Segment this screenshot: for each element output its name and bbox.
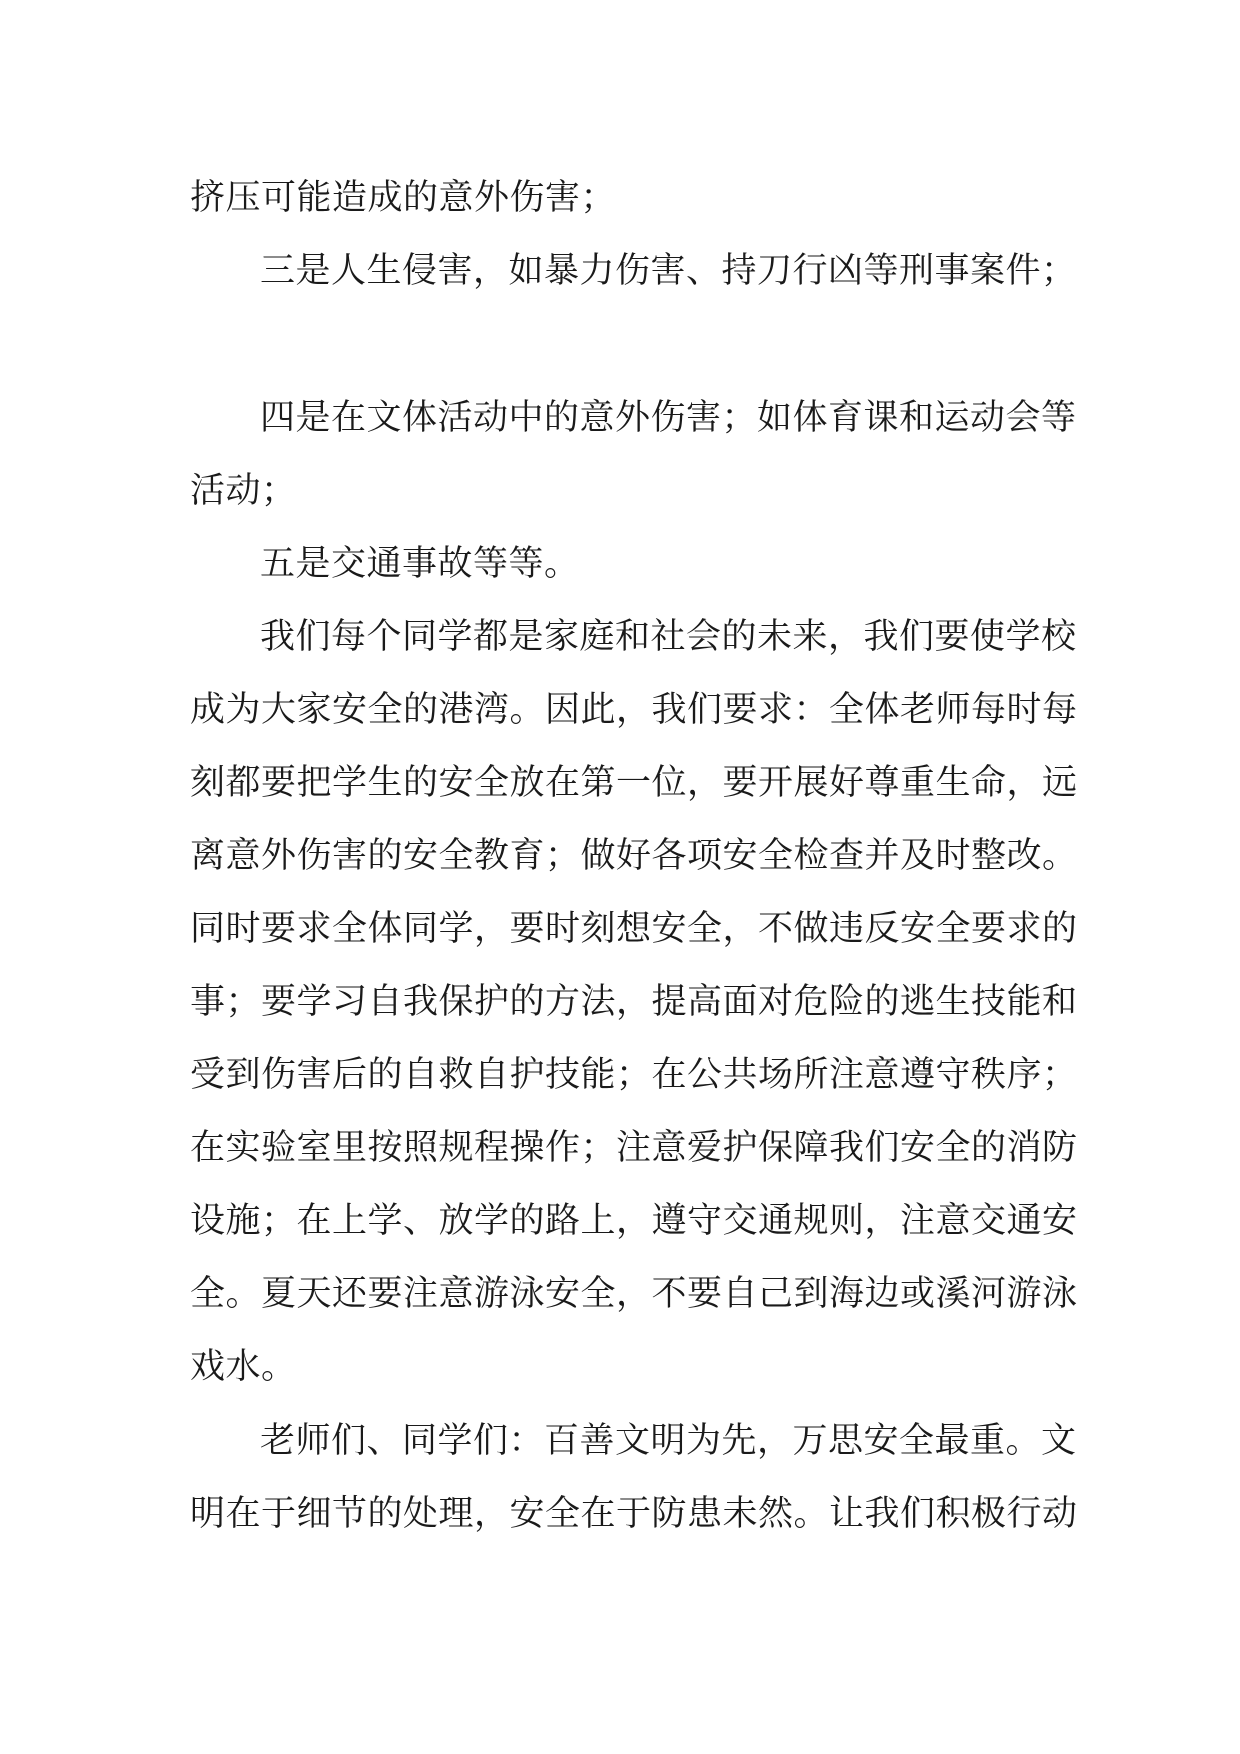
text-line: 设施；在上学、放学的路上，遵守交通规则，注意交通安: [190, 1201, 1078, 1241]
text-line: 事；要学习自我保护的方法，提高面对危险的逃生技能和: [190, 982, 1078, 1022]
paragraph-item-five: [190, 528, 1060, 601]
paragraph-item-three: [190, 235, 1077, 308]
text-line: 老师们、同学们：百善文明为先，万思安全最重。文: [260, 1421, 1077, 1461]
text-line: 全。夏天还要注意游泳安全，不要自己到海边或溪河游泳: [190, 1274, 1078, 1314]
text-line: 受到伤害后的自救自护技能；在公共场所注意遵守秩序；: [190, 1055, 1078, 1095]
text-line: 成为大家安全的港湾。因此，我们要求：全体老师每时每: [190, 690, 1078, 730]
paragraph-continuation: [190, 162, 1060, 235]
text-line: 在实验室里按照规程操作；注意爱护保障我们安全的消防: [190, 1128, 1078, 1168]
text-line: 明在于细节的处理，安全在于防患未然。让我们积极行动: [190, 1494, 1078, 1534]
text-line: 同时要求全体同学，要时刻想安全，不做违反安全要求的: [190, 909, 1078, 949]
text-line: 戏水。: [190, 1347, 297, 1387]
text-line: 我们每个同学都是家庭和社会的未来，我们要使学校: [260, 617, 1077, 657]
text-line: 五是交通事故等等。: [260, 544, 580, 584]
paragraph-item-four: [190, 382, 1077, 528]
text-line: 刻都要把学生的安全放在第一位，要开展好尊重生命，远: [190, 763, 1078, 803]
text-line: 挤压可能造成的意外伤害；: [190, 178, 617, 218]
paragraph-safety-requirements: [190, 601, 1078, 1404]
text-line: 离意外伤害的安全教育；做好各项安全检查并及时整改。: [190, 836, 1078, 876]
text-line: 四是在文体活动中的意外伤害；如体育课和运动会等: [260, 398, 1077, 438]
text-line: 活动；: [190, 471, 297, 511]
paragraph-closing: [190, 1405, 1078, 1551]
text-line: 三是人生侵害，如暴力伤害、持刀行凶等刑事案件；: [260, 251, 1077, 291]
